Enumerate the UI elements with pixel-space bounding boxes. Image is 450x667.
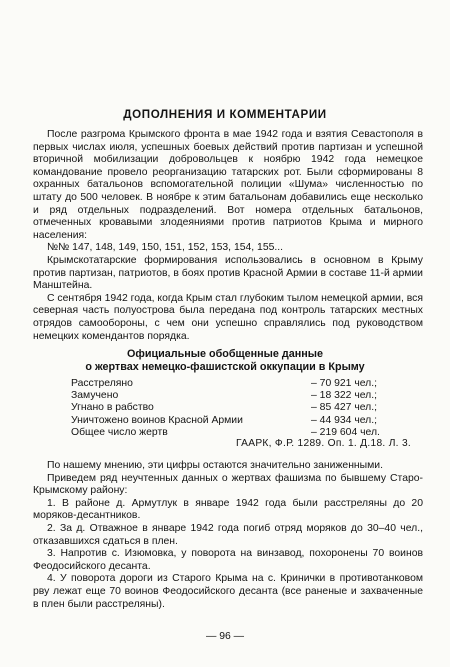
tail-paragraph-1: По нашему мнению, эти цифры остаются значительно заниженными. [47, 460, 383, 471]
stat-value: – 44 934 чел.; [311, 414, 378, 426]
tail-paragraph-2: Приведем ряд неучтенных данных о жертвах фашизма по бывшему Старо-Крымскому району: [33, 472, 423, 497]
section-title: ДОПОЛНЕНИЯ И КОММЕНТАРИИ [123, 108, 327, 121]
table-title [0, 348, 450, 374]
stat-row [71, 390, 421, 402]
intro-paragraph-1: После разгрома Крымского фронта в мае 1942 года и взятия Севастополя в первых числах июля, успешных боевых действий против партизан и успешной вторичной мобилизации добровольцев к ноябрю 1942 года немецкое командование провело реорганизацию татарских рот. Были сформированы 8 охранных батальонов вспомогательной полиции «Шума» численностью по штату до 500 человек. В ноябре к этим батальонам добавились еще несколько и ряд отдельных подразделений. Вот номера отдельных батальонов, отмеченных кровавыми злодеяниями против патриотов Крыма и мирного населения: [33, 129, 423, 241]
victims-stats [71, 378, 421, 439]
page-number: — 96 — [205, 631, 245, 642]
tail-paragraph-6: 4. У поворота дороги из Старого Крыма на с. Кринички в противотанковом рву лежат еще 70 воинов Феодосийского десанта (все раненые и захваченные в плен были расстреляны). [33, 573, 423, 610]
table-title-line-1: Официальные обобщенные данные [126, 348, 324, 360]
tail-paragraph-5: 3. Напротив с. Изюмовка, у поворота на винзавод, похоронены 70 воинов Феодосийского десанта. [33, 548, 423, 572]
stat-row [71, 402, 421, 414]
stat-value: – 70 921 чел.; [311, 378, 378, 389]
stat-label: Замучено [71, 390, 119, 402]
stat-value: – 18 322 чел.; [311, 390, 378, 402]
stat-label: Угнано в рабство [71, 402, 154, 414]
stat-label: Расстреляно [71, 378, 133, 389]
tail-text [33, 460, 423, 611]
stat-label: Уничтожено воинов Красной Армии [71, 414, 243, 426]
intro-paragraph-4: С сентября 1942 года, когда Крым стал глубоким тылом немецкой армии, вся северная часть полуострова была передана под контроль татарских местных отрядов самообороны, с чем они успешно справлялись под руководством немецких комендантов порядка. [33, 292, 423, 342]
intro-paragraph-2: №№ 147, 148, 149, 150, 151, 152, 153, 154, 155... [47, 242, 284, 254]
stat-value: – 85 427 чел.; [311, 402, 378, 414]
stat-row [71, 378, 421, 390]
stat-row [71, 415, 421, 427]
intro-text [33, 129, 423, 343]
tail-paragraph-4: 2. За д. Отважное в январе 1942 года погиб отряд моряков до 30–40 чел., отказавшихся сдаться в плен. [33, 522, 423, 547]
stat-value: – 219 604 чел. [311, 426, 380, 438]
intro-paragraph-3: Крымскотатарские формирования использовались в основном в Крыму против партизан, патриотов, в боях против Красной Армии в составе 11-й армии Манштейна. [33, 254, 423, 292]
stat-label: Общее число жертв [71, 426, 168, 438]
archive-source: ГААРК, Ф.Р. 1289. Оп. 1. Д.18. Л. 3. [236, 438, 412, 449]
tail-paragraph-3: 1. В районе д. Армутлук в январе 1942 года были расстреляны до 20 моряков-десантников. [33, 497, 423, 522]
table-title-line-2: о жертвах немецко-фашистской оккупации в Крыму [85, 361, 365, 373]
